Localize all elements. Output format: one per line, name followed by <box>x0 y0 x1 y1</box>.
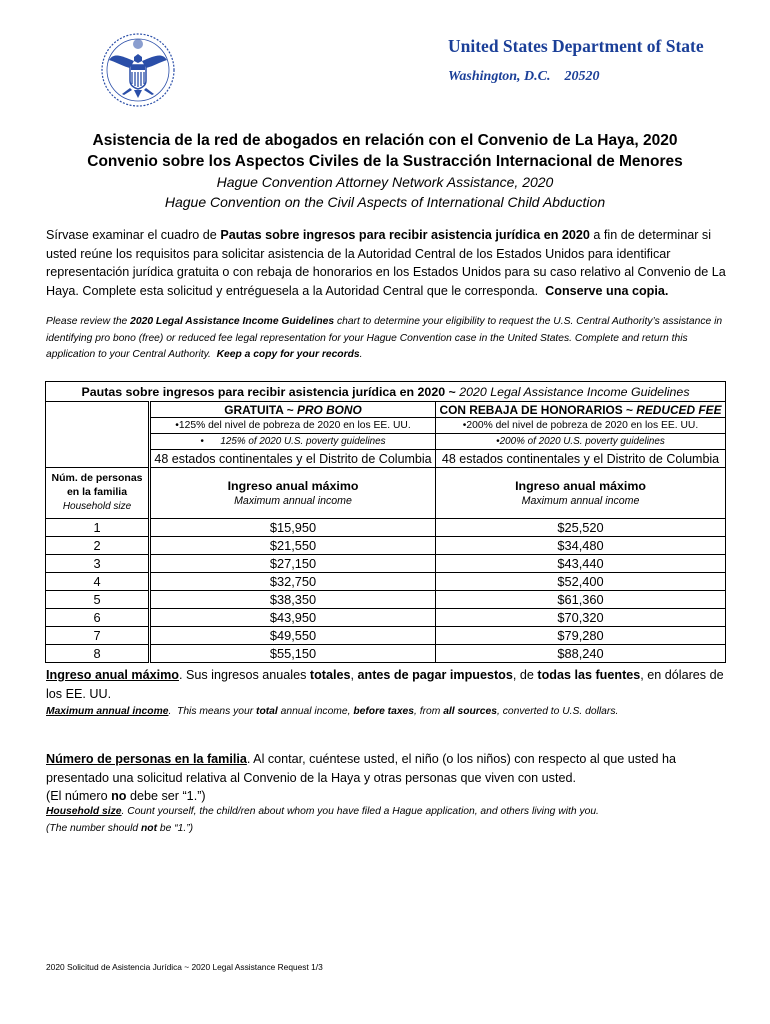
pro-bono-states: 48 estados continentales y el Distrito de Columbia <box>150 450 436 468</box>
pro-bono-income-cell: $43,950 <box>150 609 436 627</box>
income-note-es: Ingreso anual máximo. Sus ingresos anuales totales, antes de pagar impuestos, de todas las fuentes, en dólares de los EE. UU. <box>46 668 724 701</box>
department-location: Washington, D.C. 20520 <box>448 69 600 84</box>
pro-bono-income-header: Ingreso anual máximo Maximum annual income <box>150 468 436 519</box>
reduced-fee-income-cell: $88,240 <box>436 645 726 663</box>
title-en-line2: Hague Convention on the Civil Aspects of International Child Abduction <box>164 194 606 210</box>
household-size-cell: 3 <box>46 555 150 573</box>
table-row <box>46 573 726 591</box>
household-size-cell: 5 <box>46 591 150 609</box>
title-es-line1: Asistencia de la red de abogados en relación con el Convenio de La Haya, 2020 <box>92 132 678 149</box>
income-guidelines-table <box>45 381 726 663</box>
income-note-en: Maximum annual income. This means your total annual income, before taxes, from all sources, converted to U.S. dollars. <box>46 706 619 717</box>
reduced-fee-bullet-es: •200% del nivel de pobreza de 2020 en los EE. UU. <box>436 418 726 434</box>
household-size-cell: 1 <box>46 519 150 537</box>
pro-bono-bullet-en: • 125% of 2020 U.S. poverty guidelines <box>150 434 436 450</box>
reduced-fee-income-cell: $52,400 <box>436 573 726 591</box>
table-row <box>46 645 726 663</box>
pro-bono-income-cell: $15,950 <box>150 519 436 537</box>
us-great-seal-icon <box>100 32 176 108</box>
pro-bono-bullet-es: •125% del nivel de pobreza de 2020 en los EE. UU. <box>150 418 436 434</box>
pro-bono-income-cell: $49,550 <box>150 627 436 645</box>
intro-paragraph-en: Please review the 2020 Legal Assistance Income Guidelines chart to determine your eligibility to request the U.S. Central Authority’s assistance in identifying pro bono (free) or reduced fee legal representation for your Hague Convention case in the United States. Complete and return this application to your Central Authority. Keep a copy for your records. <box>46 316 725 360</box>
title-en-line1: Hague Convention Attorney Network Assistance, 2020 <box>216 174 554 190</box>
reduced-fee-income-cell: $43,440 <box>436 555 726 573</box>
page-footer: 2020 Solicitud de Asistencia Jurídica ~ 2020 Legal Assistance Request 1/3 <box>46 962 323 972</box>
reduced-fee-income-cell: $79,280 <box>436 627 726 645</box>
department-heading <box>448 36 704 85</box>
household-size-cell: 7 <box>46 627 150 645</box>
pro-bono-income-cell: $21,550 <box>150 537 436 555</box>
table-row <box>46 609 726 627</box>
reduced-fee-states: 48 estados continentales y el Distrito de Columbia <box>436 450 726 468</box>
reduced-fee-income-cell: $70,320 <box>436 609 726 627</box>
title-es-line2: Convenio sobre los Aspectos Civiles de la Sustracción Internacional de Menores <box>87 153 683 170</box>
reduced-fee-income-cell: $34,480 <box>436 537 726 555</box>
table-row <box>46 555 726 573</box>
intro-paragraph-es: Sírvase examinar el cuadro de Pautas sobre ingresos para recibir asistencia jurídica en 2020 a fin de determinar si usted reúne los requisitos para solicitar asistencia de la Autoridad Central de los Estados Unidos para identificar representación jurídica gratuita o con rebaja de honorarios en los Estados Unidos para su caso relativo al Convenio de La Haya. Complete esta solicitud y entréguesela a la Autoridad Central que le corresponda. Conserve una copia. <box>46 228 730 298</box>
table-row <box>46 537 726 555</box>
reduced-fee-header: CON REBAJA DE HONORARIOS ~ REDUCED FEE <box>436 402 726 418</box>
household-size-cell: 4 <box>46 573 150 591</box>
table-row <box>46 519 726 537</box>
reduced-fee-income-cell: $61,360 <box>436 591 726 609</box>
table-row <box>46 627 726 645</box>
table-title: Pautas sobre ingresos para recibir asistencia jurídica en 2020 ~ 2020 Legal Assistance Income Guidelines <box>46 382 726 402</box>
household-size-cell: 2 <box>46 537 150 555</box>
reduced-fee-bullet-en: •200% of 2020 U.S. poverty guidelines <box>436 434 726 450</box>
pro-bono-income-cell: $32,750 <box>150 573 436 591</box>
reduced-fee-income-header: Ingreso anual máximo Maximum annual income <box>436 468 726 519</box>
pro-bono-income-cell: $55,150 <box>150 645 436 663</box>
pro-bono-income-cell: $38,350 <box>150 591 436 609</box>
household-size-cell: 8 <box>46 645 150 663</box>
household-size-cell: 6 <box>46 609 150 627</box>
household-note-en: Household size. Count yourself, the child/ren about whom you have filed a Hague application, and others living with you. (The number should not be “1.”) <box>46 806 599 834</box>
household-size-header: Núm. de personas en la familia Household size <box>46 468 150 519</box>
pro-bono-header: GRATUITA ~ PRO BONO <box>150 402 436 418</box>
household-note-es: Número de personas en la familia. Al contar, cuéntese usted, el niño (o los niños) con respecto al que usted ha presentado una solicitud relativa al Convenio de la Haya y otras personas que viven con usted. (El número no debe ser “1.”) <box>46 752 677 804</box>
department-name: United States Department of State <box>448 36 704 56</box>
pro-bono-income-cell: $27,150 <box>150 555 436 573</box>
reduced-fee-income-cell: $25,520 <box>436 519 726 537</box>
table-row <box>46 591 726 609</box>
